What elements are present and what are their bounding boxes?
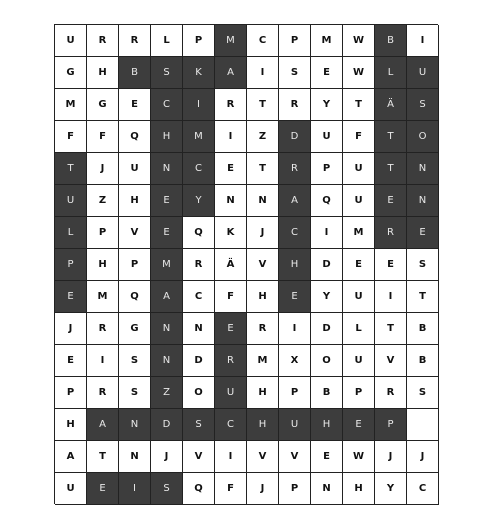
grid-cell[interactable]: M <box>215 25 247 57</box>
grid-cell[interactable]: C <box>279 217 311 249</box>
grid-cell[interactable]: C <box>247 25 279 57</box>
grid-cell[interactable]: H <box>247 281 279 313</box>
grid-cell[interactable]: A <box>87 409 119 441</box>
grid-cell[interactable]: E <box>151 217 183 249</box>
grid-cell[interactable]: S <box>151 473 183 505</box>
grid-cell[interactable]: B <box>375 25 407 57</box>
grid-cell[interactable]: C <box>183 281 215 313</box>
grid-cell[interactable]: S <box>407 89 439 121</box>
grid-cell[interactable]: B <box>119 57 151 89</box>
grid-cell[interactable]: B <box>407 313 439 345</box>
grid-cell[interactable]: E <box>343 249 375 281</box>
grid-cell[interactable]: F <box>87 121 119 153</box>
grid-cell[interactable]: H <box>87 57 119 89</box>
grid-cell[interactable]: H <box>87 249 119 281</box>
grid-cell[interactable]: R <box>215 345 247 377</box>
grid-cell[interactable]: Z <box>87 185 119 217</box>
grid-cell[interactable]: P <box>87 217 119 249</box>
grid-cell[interactable]: I <box>279 313 311 345</box>
grid-cell[interactable]: K <box>215 217 247 249</box>
grid-cell[interactable]: Z <box>247 121 279 153</box>
grid-cell[interactable]: R <box>279 153 311 185</box>
grid-cell[interactable]: M <box>87 281 119 313</box>
grid-cell[interactable]: G <box>55 57 87 89</box>
grid-cell[interactable]: N <box>247 185 279 217</box>
grid-cell[interactable] <box>407 409 439 441</box>
grid-cell[interactable]: E <box>55 345 87 377</box>
grid-cell[interactable]: N <box>151 153 183 185</box>
grid-cell[interactable]: D <box>279 121 311 153</box>
grid-cell[interactable]: T <box>375 121 407 153</box>
grid-cell[interactable]: P <box>375 409 407 441</box>
grid-cell[interactable]: U <box>215 377 247 409</box>
grid-cell[interactable]: J <box>375 441 407 473</box>
grid-cell[interactable]: W <box>343 57 375 89</box>
grid-cell[interactable]: J <box>247 473 279 505</box>
grid-cell[interactable]: D <box>183 345 215 377</box>
grid-cell[interactable]: T <box>343 89 375 121</box>
grid-cell[interactable]: A <box>55 441 87 473</box>
grid-cell[interactable]: M <box>151 249 183 281</box>
grid-cell[interactable]: N <box>407 185 439 217</box>
grid-cell[interactable]: F <box>55 121 87 153</box>
grid-cell[interactable]: V <box>183 441 215 473</box>
grid-cell[interactable]: I <box>247 57 279 89</box>
grid-cell[interactable]: H <box>279 249 311 281</box>
grid-cell[interactable]: E <box>215 313 247 345</box>
grid-cell[interactable]: C <box>151 89 183 121</box>
grid-cell[interactable]: F <box>215 281 247 313</box>
grid-cell[interactable]: O <box>407 121 439 153</box>
grid-cell[interactable]: G <box>87 89 119 121</box>
grid-cell[interactable]: M <box>311 25 343 57</box>
grid-cell[interactable]: J <box>151 441 183 473</box>
grid-cell[interactable]: U <box>343 281 375 313</box>
grid-cell[interactable]: R <box>87 25 119 57</box>
grid-cell[interactable]: V <box>279 441 311 473</box>
grid-cell[interactable]: U <box>55 185 87 217</box>
grid-cell[interactable]: B <box>311 377 343 409</box>
grid-cell[interactable]: I <box>119 473 151 505</box>
grid-cell[interactable]: B <box>407 345 439 377</box>
grid-cell[interactable]: E <box>119 89 151 121</box>
grid-cell[interactable]: M <box>247 345 279 377</box>
grid-cell[interactable]: R <box>215 89 247 121</box>
grid-cell[interactable]: P <box>55 249 87 281</box>
grid-cell[interactable]: T <box>375 153 407 185</box>
grid-cell[interactable]: E <box>215 153 247 185</box>
grid-cell[interactable]: Q <box>183 217 215 249</box>
grid-cell[interactable]: M <box>343 217 375 249</box>
grid-cell[interactable]: I <box>183 89 215 121</box>
grid-cell[interactable]: X <box>279 345 311 377</box>
grid-cell[interactable]: T <box>375 313 407 345</box>
grid-cell[interactable]: I <box>375 281 407 313</box>
grid-cell[interactable]: S <box>183 409 215 441</box>
grid-cell[interactable]: D <box>151 409 183 441</box>
grid-cell[interactable]: V <box>247 249 279 281</box>
grid-cell[interactable]: U <box>311 121 343 153</box>
grid-cell[interactable]: U <box>407 57 439 89</box>
grid-cell[interactable]: R <box>247 313 279 345</box>
grid-cell[interactable]: I <box>215 121 247 153</box>
grid-cell[interactable]: E <box>279 281 311 313</box>
grid-cell[interactable]: U <box>343 345 375 377</box>
grid-cell[interactable]: N <box>119 409 151 441</box>
grid-cell[interactable]: E <box>311 441 343 473</box>
grid-cell[interactable]: D <box>311 249 343 281</box>
grid-cell[interactable]: E <box>311 57 343 89</box>
grid-cell[interactable]: S <box>407 377 439 409</box>
grid-cell[interactable]: N <box>183 313 215 345</box>
grid-cell[interactable]: Ä <box>215 249 247 281</box>
grid-cell[interactable]: Q <box>119 281 151 313</box>
grid-cell[interactable]: P <box>343 377 375 409</box>
grid-cell[interactable]: U <box>279 409 311 441</box>
grid-cell[interactable]: V <box>375 345 407 377</box>
grid-cell[interactable]: H <box>55 409 87 441</box>
grid-cell[interactable]: E <box>151 185 183 217</box>
grid-cell[interactable]: A <box>215 57 247 89</box>
grid-cell[interactable]: J <box>407 441 439 473</box>
grid-cell[interactable]: N <box>151 345 183 377</box>
grid-cell[interactable]: I <box>87 345 119 377</box>
grid-cell[interactable]: E <box>407 217 439 249</box>
grid-cell[interactable]: P <box>183 25 215 57</box>
grid-cell[interactable]: I <box>215 441 247 473</box>
grid-cell[interactable]: T <box>247 89 279 121</box>
grid-cell[interactable]: L <box>375 57 407 89</box>
grid-cell[interactable]: U <box>55 473 87 505</box>
grid-cell[interactable]: Z <box>151 377 183 409</box>
grid-cell[interactable]: R <box>279 89 311 121</box>
grid-cell[interactable]: F <box>343 121 375 153</box>
grid-cell[interactable]: S <box>279 57 311 89</box>
grid-cell[interactable]: N <box>119 441 151 473</box>
grid-cell[interactable]: I <box>407 25 439 57</box>
grid-cell[interactable]: P <box>279 473 311 505</box>
grid-cell[interactable]: S <box>407 249 439 281</box>
grid-cell[interactable]: K <box>183 57 215 89</box>
grid-cell[interactable]: H <box>247 409 279 441</box>
grid-cell[interactable]: R <box>87 313 119 345</box>
grid-cell[interactable]: J <box>247 217 279 249</box>
grid-cell[interactable]: Y <box>311 281 343 313</box>
grid-cell[interactable]: H <box>247 377 279 409</box>
grid-cell[interactable]: T <box>87 441 119 473</box>
grid-cell[interactable]: E <box>375 249 407 281</box>
grid-cell[interactable]: Q <box>119 121 151 153</box>
grid-cell[interactable]: Y <box>375 473 407 505</box>
grid-cell[interactable]: S <box>119 377 151 409</box>
grid-cell[interactable]: C <box>407 473 439 505</box>
grid-cell[interactable]: H <box>151 121 183 153</box>
grid-cell[interactable]: H <box>311 409 343 441</box>
grid-cell[interactable]: M <box>183 121 215 153</box>
grid-cell[interactable]: W <box>343 441 375 473</box>
grid-cell[interactable]: N <box>151 313 183 345</box>
grid-cell[interactable]: P <box>279 25 311 57</box>
grid-cell[interactable]: H <box>119 185 151 217</box>
grid-cell[interactable]: R <box>375 217 407 249</box>
grid-cell[interactable]: L <box>343 313 375 345</box>
grid-cell[interactable]: T <box>247 153 279 185</box>
grid-cell[interactable]: T <box>407 281 439 313</box>
grid-cell[interactable]: H <box>343 473 375 505</box>
grid-cell[interactable]: V <box>119 217 151 249</box>
grid-cell[interactable]: D <box>311 313 343 345</box>
grid-cell[interactable]: Y <box>311 89 343 121</box>
grid-cell[interactable]: A <box>279 185 311 217</box>
grid-cell[interactable]: L <box>55 217 87 249</box>
grid-cell[interactable]: A <box>151 281 183 313</box>
grid-cell[interactable]: T <box>55 153 87 185</box>
grid-cell[interactable]: E <box>55 281 87 313</box>
grid-cell[interactable]: I <box>311 217 343 249</box>
grid-cell[interactable]: W <box>343 25 375 57</box>
grid-cell[interactable]: P <box>55 377 87 409</box>
grid-cell[interactable]: U <box>55 25 87 57</box>
grid-cell[interactable]: C <box>215 409 247 441</box>
grid-cell[interactable]: Ä <box>375 89 407 121</box>
grid-cell[interactable]: U <box>119 153 151 185</box>
grid-cell[interactable]: P <box>119 249 151 281</box>
grid-cell[interactable]: S <box>151 57 183 89</box>
grid-cell[interactable]: L <box>151 25 183 57</box>
grid-cell[interactable]: R <box>87 377 119 409</box>
grid-cell[interactable]: R <box>183 249 215 281</box>
grid-cell[interactable]: S <box>119 345 151 377</box>
grid-cell[interactable]: R <box>375 377 407 409</box>
grid-cell[interactable]: U <box>343 153 375 185</box>
grid-cell[interactable]: G <box>119 313 151 345</box>
grid-cell[interactable]: U <box>343 185 375 217</box>
grid-cell[interactable]: E <box>343 409 375 441</box>
grid-cell[interactable]: P <box>279 377 311 409</box>
grid-cell[interactable]: N <box>407 153 439 185</box>
grid-cell[interactable]: R <box>119 25 151 57</box>
grid-cell[interactable]: Y <box>183 185 215 217</box>
grid-cell[interactable]: Q <box>311 185 343 217</box>
grid-cell[interactable]: P <box>311 153 343 185</box>
grid-cell[interactable]: N <box>311 473 343 505</box>
grid-cell[interactable]: J <box>55 313 87 345</box>
grid-cell[interactable]: O <box>183 377 215 409</box>
word-search-grid <box>54 24 438 504</box>
grid-cell[interactable]: N <box>215 185 247 217</box>
grid-cell[interactable]: F <box>215 473 247 505</box>
grid-cell[interactable]: V <box>247 441 279 473</box>
grid-cell[interactable]: E <box>87 473 119 505</box>
grid-cell[interactable]: E <box>375 185 407 217</box>
grid-cell[interactable]: O <box>311 345 343 377</box>
grid-cell[interactable]: M <box>55 89 87 121</box>
grid-cell[interactable]: J <box>87 153 119 185</box>
grid-cell[interactable]: Q <box>183 473 215 505</box>
grid-cell[interactable]: C <box>183 153 215 185</box>
